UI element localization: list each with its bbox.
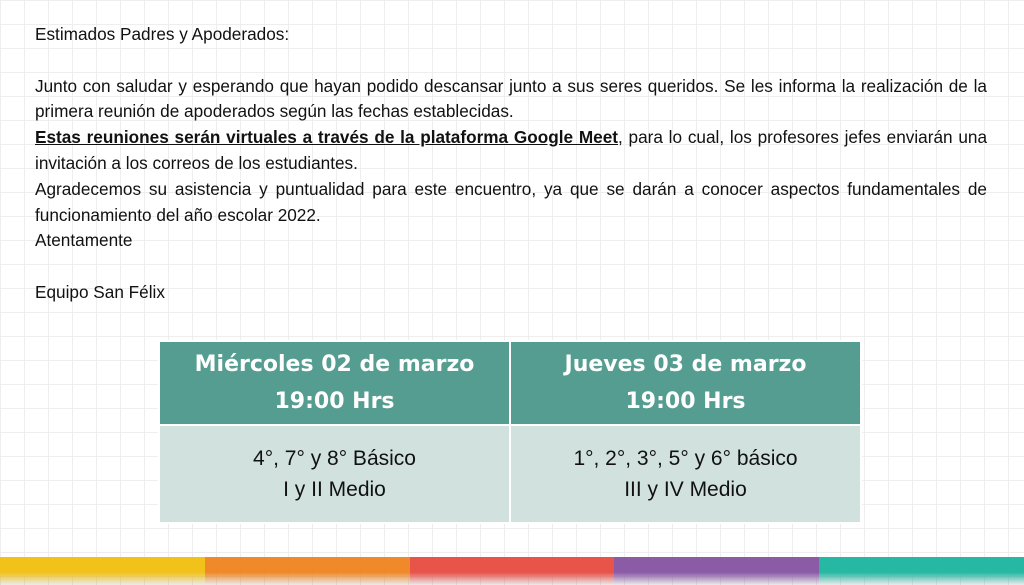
grade-levels: 4°, 7° y 8° Básico	[253, 447, 416, 470]
stripe-segment	[0, 557, 205, 585]
schedule-header-cell	[510, 341, 861, 425]
paragraph-intro: Junto con saludar y esperando que hayan podido descansar junto a sus seres queridos. Se les informa la realización de la primera reunión de apoderados según las fechas establecidas.	[35, 75, 987, 122]
paragraph-meeting-info	[35, 125, 987, 177]
grade-levels: 1°, 2°, 3°, 5° y 6° básico	[573, 447, 798, 470]
schedule-header-row	[159, 341, 861, 425]
paragraph-gap	[35, 254, 987, 280]
stripe-segment	[614, 557, 819, 585]
letter-body	[35, 22, 987, 306]
schedule-levels-cell	[510, 425, 861, 523]
schedule-levels-cell	[159, 425, 510, 523]
meeting-time: 19:00 Hrs	[274, 389, 395, 414]
meeting-date: Jueves 03 de marzo	[564, 352, 807, 377]
schedule-header-cell	[159, 341, 510, 425]
meeting-date: Miércoles 02 de marzo	[194, 352, 475, 377]
meeting-time: 19:00 Hrs	[625, 389, 746, 414]
paragraph-gap	[35, 48, 987, 74]
stripe-segment	[205, 557, 410, 585]
stripe-segment	[410, 557, 615, 585]
paragraph-thanks: Agradecemos su asistencia y puntualidad para este encuentro, ya que se darán a conocer aspectos fundamentales de funcionamiento del año escolar 2022.	[35, 178, 987, 225]
schedule-levels-row	[159, 425, 861, 523]
meeting-schedule-table	[158, 340, 862, 524]
grade-levels: I y II Medio	[283, 478, 386, 501]
grade-levels: III y IV Medio	[624, 478, 747, 501]
closing: Atentamente	[35, 230, 133, 251]
meeting-detail: , para lo cual, los profesores jefes enviarán una invitación a los correos de los estudiantes.	[35, 127, 987, 173]
greeting: Estimados Padres y Apoderados:	[35, 24, 290, 44]
meeting-emphasis: Estas reuniones serán virtuales a través de la plataforma Google Meet	[35, 127, 618, 148]
decorative-color-stripe	[0, 557, 1024, 585]
signature: Equipo San Félix	[35, 281, 165, 302]
stripe-segment	[819, 557, 1024, 585]
